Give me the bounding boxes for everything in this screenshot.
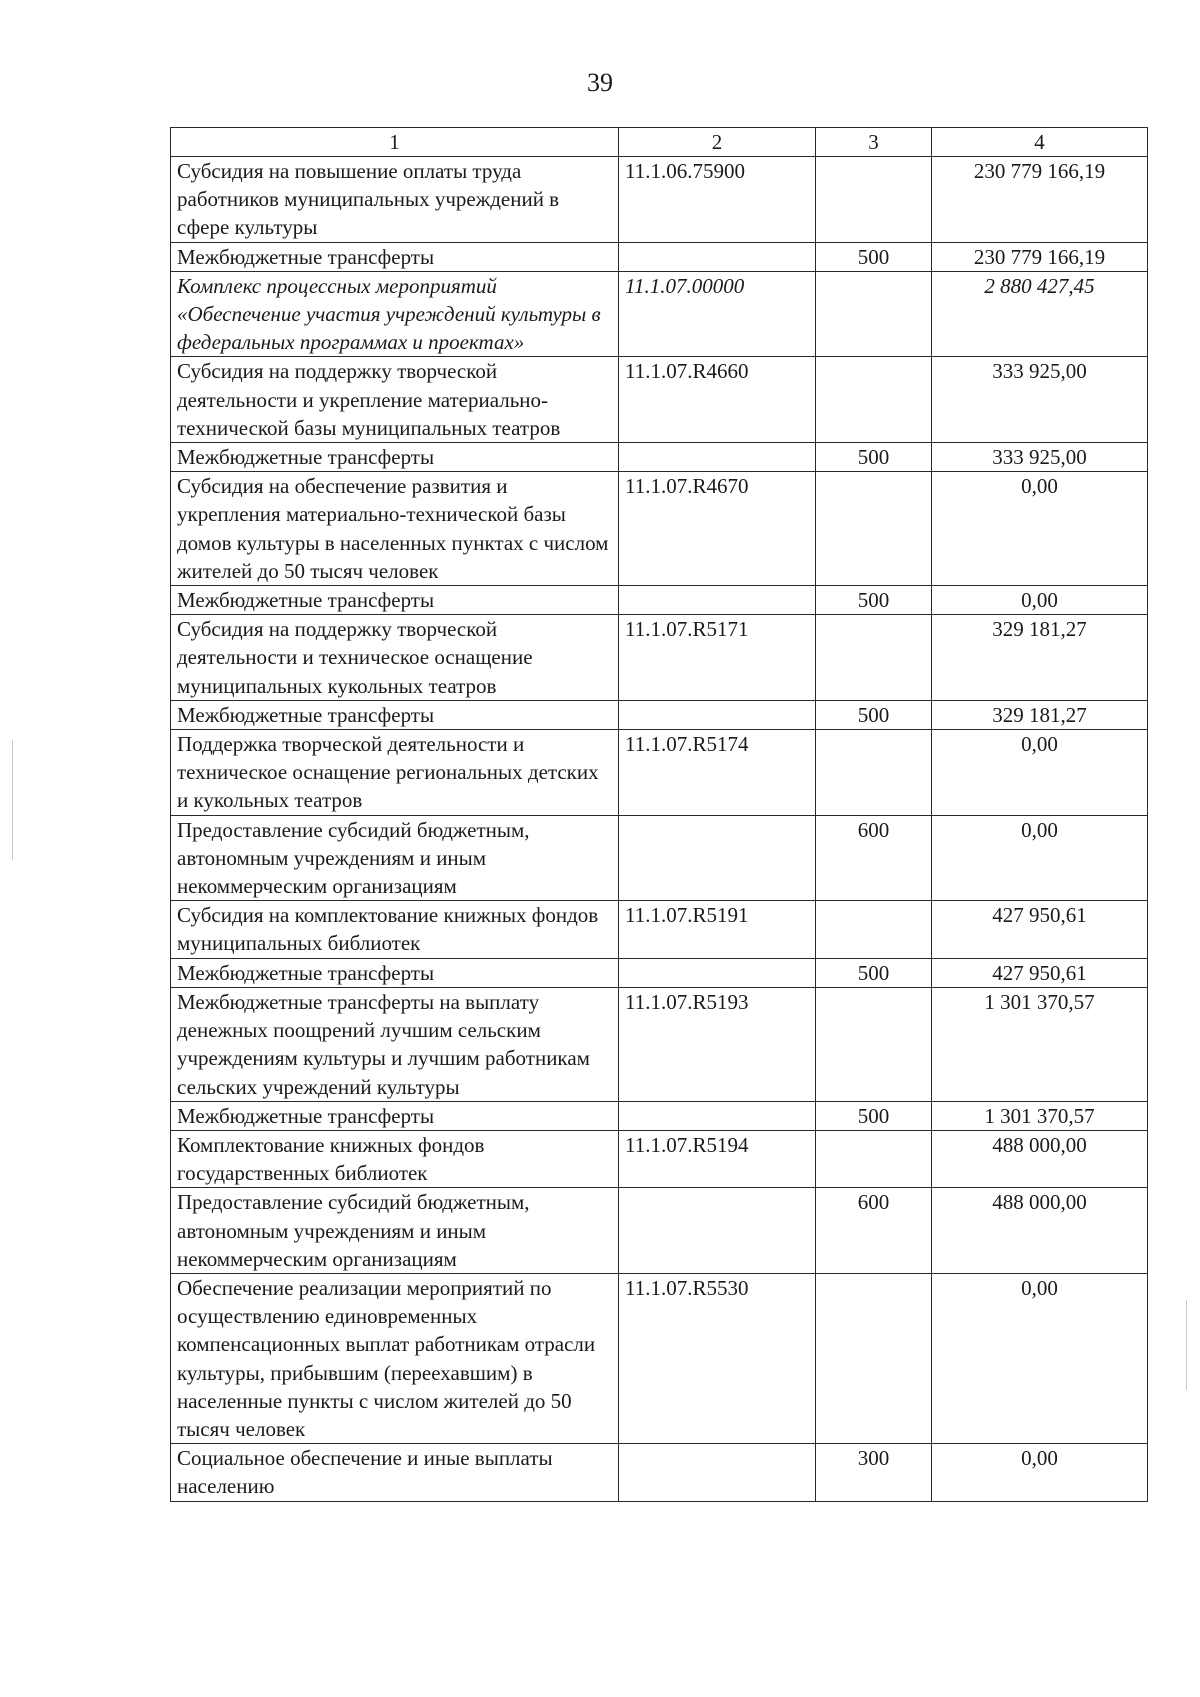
row-name: Межбюджетные трансферты (171, 958, 619, 987)
row-name: Предоставление субсидий бюджетным, автономным учреждениям и иным некоммерческим организациям (171, 815, 619, 901)
row-code (619, 958, 816, 987)
row-amount: 1 301 370,57 (932, 987, 1148, 1101)
table-row (171, 271, 1148, 357)
table-row (171, 901, 1148, 958)
row-expense-kind (816, 615, 932, 701)
row-code: 11.1.07.R4660 (619, 357, 816, 443)
row-amount: 427 950,61 (932, 958, 1148, 987)
row-amount: 329 181,27 (932, 700, 1148, 729)
row-code (619, 1188, 816, 1274)
row-expense-kind (816, 157, 932, 243)
row-code: 11.1.07.R5193 (619, 987, 816, 1101)
row-code (619, 1101, 816, 1130)
row-code: 11.1.07.R5191 (619, 901, 816, 958)
row-code: 11.1.07.R4670 (619, 472, 816, 586)
row-expense-kind: 500 (816, 1101, 932, 1130)
row-amount: 488 000,00 (932, 1188, 1148, 1274)
table-row (171, 958, 1148, 987)
table-row (171, 1188, 1148, 1274)
row-name: Межбюджетные трансферты (171, 443, 619, 472)
row-name: Межбюджетные трансферты (171, 700, 619, 729)
row-name: Комплектование книжных фондов государственных библиотек (171, 1130, 619, 1187)
row-name: Поддержка творческой деятельности и техническое оснащение региональных детских и кукольных театров (171, 730, 619, 816)
budget-table (170, 127, 1148, 1502)
column-number-3: 3 (816, 128, 932, 157)
row-expense-kind: 500 (816, 700, 932, 729)
row-expense-kind (816, 730, 932, 816)
table-row (171, 700, 1148, 729)
row-amount: 230 779 166,19 (932, 242, 1148, 271)
row-expense-kind (816, 472, 932, 586)
row-amount: 2 880 427,45 (932, 271, 1148, 357)
row-expense-kind (816, 357, 932, 443)
row-name: Обеспечение реализации мероприятий по осуществлению единовременных компенсационных выплат работникам отрасли культуры, прибывшим (переехавшим) в населенные пункты с числом жителей до 50 тысяч человек (171, 1273, 619, 1443)
row-expense-kind (816, 271, 932, 357)
row-name: Межбюджетные трансферты (171, 1101, 619, 1130)
row-name: Субсидия на поддержку творческой деятельности и техническое оснащение муниципальных кукольных театров (171, 615, 619, 701)
table-row (171, 586, 1148, 615)
table-header (171, 128, 1148, 157)
row-name: Субсидия на повышение оплаты труда работников муниципальных учреждений в сфере культуры (171, 157, 619, 243)
row-amount: 329 181,27 (932, 615, 1148, 701)
row-code (619, 815, 816, 901)
table-row (171, 443, 1148, 472)
row-name: Социальное обеспечение и иные выплаты населению (171, 1444, 619, 1501)
row-name: Межбюджетные трансферты (171, 586, 619, 615)
table-row (171, 1273, 1148, 1443)
row-name: Субсидия на обеспечение развития и укрепления материально-технической базы домов культуры в населенных пунктах с числом жителей до 50 тысяч человек (171, 472, 619, 586)
row-name: Межбюджетные трансферты (171, 242, 619, 271)
row-code (619, 1444, 816, 1501)
row-name: Субсидия на комплектование книжных фондов муниципальных библиотек (171, 901, 619, 958)
row-amount: 488 000,00 (932, 1130, 1148, 1187)
row-expense-kind: 500 (816, 586, 932, 615)
table-row (171, 1130, 1148, 1187)
row-amount: 0,00 (932, 1273, 1148, 1443)
row-expense-kind: 500 (816, 443, 932, 472)
row-expense-kind (816, 987, 932, 1101)
row-name: Комплекс процессных мероприятий «Обеспечение участия учреждений культуры в федеральных программах и проектах» (171, 271, 619, 357)
row-code: 11.1.07.00000 (619, 271, 816, 357)
row-code: 11.1.07.R5530 (619, 1273, 816, 1443)
row-code (619, 242, 816, 271)
row-amount: 0,00 (932, 1444, 1148, 1501)
table-row (171, 987, 1148, 1101)
table-row (171, 1444, 1148, 1501)
row-expense-kind: 500 (816, 242, 932, 271)
table-row (171, 730, 1148, 816)
table-row (171, 1101, 1148, 1130)
row-code (619, 443, 816, 472)
column-number-row (171, 128, 1148, 157)
table-row (171, 157, 1148, 243)
row-code: 11.1.07.R5194 (619, 1130, 816, 1187)
table-row (171, 615, 1148, 701)
row-expense-kind: 300 (816, 1444, 932, 1501)
column-number-2: 2 (619, 128, 816, 157)
column-number-1: 1 (171, 128, 619, 157)
row-expense-kind (816, 1130, 932, 1187)
row-amount: 0,00 (932, 815, 1148, 901)
table-body (171, 157, 1148, 1502)
row-amount: 333 925,00 (932, 357, 1148, 443)
row-amount: 427 950,61 (932, 901, 1148, 958)
row-name: Предоставление субсидий бюджетным, автономным учреждениям и иным некоммерческим организациям (171, 1188, 619, 1274)
column-number-4: 4 (932, 128, 1148, 157)
row-name: Субсидия на поддержку творческой деятельности и укрепление материально-технической базы муниципальных театров (171, 357, 619, 443)
scan-edge-right (1186, 1300, 1187, 1390)
row-expense-kind (816, 1273, 932, 1443)
row-code: 11.1.06.75900 (619, 157, 816, 243)
page-number: 39 (587, 68, 613, 97)
row-expense-kind: 500 (816, 958, 932, 987)
row-code: 11.1.07.R5174 (619, 730, 816, 816)
row-name: Межбюджетные трансферты на выплату денежных поощрений лучшим сельским учреждениям культуры и лучшим работникам сельских учреждений культуры (171, 987, 619, 1101)
table-row (171, 815, 1148, 901)
table-row (171, 242, 1148, 271)
row-amount: 0,00 (932, 472, 1148, 586)
scan-edge-left (12, 740, 13, 860)
row-expense-kind: 600 (816, 1188, 932, 1274)
table-row (171, 357, 1148, 443)
row-amount: 230 779 166,19 (932, 157, 1148, 243)
row-amount: 0,00 (932, 730, 1148, 816)
row-amount: 1 301 370,57 (932, 1101, 1148, 1130)
row-code (619, 586, 816, 615)
row-code (619, 700, 816, 729)
row-amount: 333 925,00 (932, 443, 1148, 472)
row-expense-kind: 600 (816, 815, 932, 901)
row-amount: 0,00 (932, 586, 1148, 615)
row-code: 11.1.07.R5171 (619, 615, 816, 701)
table-row (171, 472, 1148, 586)
row-expense-kind (816, 901, 932, 958)
